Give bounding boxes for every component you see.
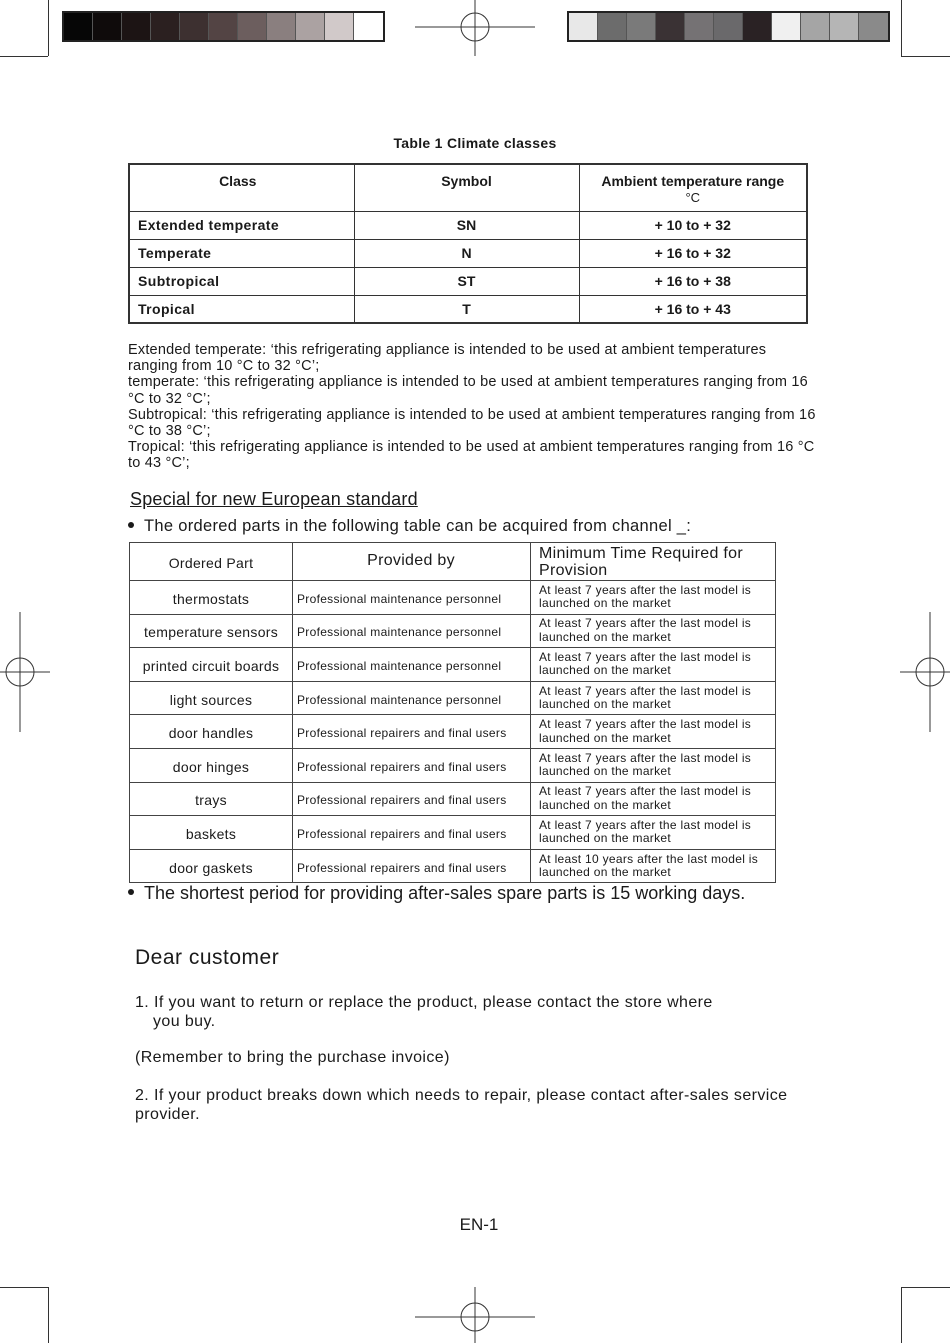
color-swatch — [64, 13, 93, 40]
column-header-unit: °C — [685, 190, 701, 205]
table-row — [129, 295, 807, 323]
crop-mark — [901, 56, 950, 57]
color-swatch — [296, 13, 325, 40]
color-swatch — [354, 13, 383, 40]
range-cell: + 16 to + 38 — [579, 267, 807, 295]
repair-instruction: 2. If your product breaks down which needs to repair, please contact after-sales service provider. — [135, 1087, 788, 1123]
bullet-text: The ordered parts in the following table can be acquired from channel _: — [144, 517, 692, 535]
time-cell: At least 7 years after the last model is launched on the market — [531, 816, 776, 850]
class-cell: Tropical — [129, 295, 354, 323]
color-swatch — [801, 13, 830, 40]
crop-mark — [0, 56, 48, 57]
color-calibration-bar-left — [62, 11, 385, 42]
symbol-cell: ST — [354, 267, 579, 295]
table-row — [130, 849, 776, 883]
symbol-cell: T — [354, 295, 579, 323]
table-row — [129, 267, 807, 295]
color-swatch — [325, 13, 354, 40]
time-cell: At least 7 years after the last model is launched on the market — [531, 581, 776, 615]
color-swatch — [830, 13, 859, 40]
table-row — [129, 211, 807, 239]
table-row — [130, 782, 776, 816]
time-cell: At least 7 years after the last model is launched on the market — [531, 782, 776, 816]
crop-mark — [48, 0, 49, 56]
time-cell: At least 7 years after the last model is launched on the market — [531, 681, 776, 715]
part-cell: door hinges — [130, 748, 293, 782]
range-cell: + 10 to + 32 — [579, 211, 807, 239]
return-instruction — [135, 993, 775, 1031]
class-cell: Extended temperate — [129, 211, 354, 239]
color-swatch — [859, 13, 888, 40]
invoice-reminder: (Remember to bring the purchase invoice) — [135, 1049, 450, 1066]
registration-mark-icon — [900, 612, 950, 732]
note-paragraph: Tropical: ‘this refrigerating appliance is intended to be used at ambient temperatures ranging from 16 °C to 43 °C’; — [128, 439, 815, 472]
time-cell: At least 7 years after the last model is launched on the market — [531, 648, 776, 682]
range-cell: + 16 to + 32 — [579, 239, 807, 267]
color-swatch — [569, 13, 598, 40]
crop-mark — [0, 1287, 48, 1288]
color-swatch — [743, 13, 772, 40]
symbol-cell: SN — [354, 211, 579, 239]
color-swatch — [598, 13, 627, 40]
crop-mark — [901, 1287, 950, 1288]
crop-mark — [901, 0, 902, 56]
color-swatch — [656, 13, 685, 40]
color-swatch — [685, 13, 714, 40]
column-header: Ordered Part — [130, 543, 293, 581]
provider-cell: Professional repairers and final users — [293, 715, 531, 749]
color-swatch — [772, 13, 801, 40]
symbol-cell: N — [354, 239, 579, 267]
instruction-line: 1. If you want to return or replace the product, please contact the store where — [135, 994, 713, 1011]
provider-cell: Professional maintenance personnel — [293, 681, 531, 715]
color-swatch — [267, 13, 296, 40]
color-swatch — [151, 13, 180, 40]
color-swatch — [627, 13, 656, 40]
class-cell: Temperate — [129, 239, 354, 267]
table-row — [130, 614, 776, 648]
part-cell: baskets — [130, 816, 293, 850]
note-paragraph: temperate: ‘this refrigerating appliance is intended to be used at ambient temperatures ranging from 16 °C to 32 °C’; — [128, 374, 808, 407]
provider-cell: Professional repairers and final users — [293, 816, 531, 850]
table-row — [130, 648, 776, 682]
provider-cell: Professional repairers and final users — [293, 849, 531, 883]
table-row — [130, 581, 776, 615]
color-swatch — [93, 13, 122, 40]
spare-parts-table — [129, 542, 776, 883]
bullet-item — [128, 883, 745, 904]
bullet-item — [128, 517, 691, 536]
crop-mark — [901, 1287, 902, 1343]
provider-cell: Professional repairers and final users — [293, 782, 531, 816]
column-header: Minimum Time Required for Provision — [531, 543, 776, 581]
page-number: EN-1 — [459, 1215, 499, 1234]
part-cell: printed circuit boards — [130, 648, 293, 682]
bullet-text: The shortest period for providing after-sales spare parts is 15 working days. — [144, 883, 746, 903]
table-row — [130, 748, 776, 782]
bullet-icon — [128, 889, 134, 895]
table-row — [130, 715, 776, 749]
color-calibration-bar-right — [567, 11, 890, 42]
section-heading: Special for new European standard — [130, 489, 418, 509]
climate-classes-table — [128, 163, 808, 324]
part-cell: door gaskets — [130, 849, 293, 883]
note-paragraph: Extended temperate: ‘this refrigerating appliance is intended to be used at ambient temperatures ranging from 10 °C to 32 °C’; — [128, 342, 767, 375]
color-swatch — [714, 13, 743, 40]
table-row — [130, 681, 776, 715]
column-header-label: Ambient temperature range — [601, 173, 785, 189]
table-row — [130, 816, 776, 850]
registration-mark-icon — [415, 1287, 535, 1343]
part-cell: temperature sensors — [130, 614, 293, 648]
time-cell: At least 10 years after the last model is launched on the market — [531, 849, 776, 883]
time-cell: At least 7 years after the last model is launched on the market — [531, 748, 776, 782]
part-cell: door handles — [130, 715, 293, 749]
climate-class-notes — [128, 342, 818, 472]
class-cell: Subtropical — [129, 267, 354, 295]
time-cell: At least 7 years after the last model is launched on the market — [531, 614, 776, 648]
table-row — [129, 239, 807, 267]
part-cell: light sources — [130, 681, 293, 715]
note-paragraph: Subtropical: ‘this refrigerating appliance is intended to be used at ambient temperatures ranging from 16 °C to 38 °C’; — [128, 406, 816, 440]
color-swatch — [122, 13, 151, 40]
table-header-row — [130, 543, 776, 581]
dear-customer-heading: Dear customer — [135, 946, 280, 969]
color-swatch — [238, 13, 267, 40]
provider-cell: Professional maintenance personnel — [293, 581, 531, 615]
color-swatch — [180, 13, 209, 40]
column-header — [579, 164, 807, 211]
part-cell: thermostats — [130, 581, 293, 615]
registration-mark-icon — [0, 612, 50, 732]
crop-mark — [48, 1287, 49, 1343]
registration-mark-icon — [415, 0, 535, 56]
table1-title: Table 1 Climate classes — [393, 135, 557, 151]
color-swatch — [209, 13, 238, 40]
bullet-icon — [128, 522, 134, 528]
time-cell: At least 7 years after the last model is launched on the market — [531, 715, 776, 749]
column-header: Provided by — [293, 543, 531, 581]
column-header: Symbol — [354, 164, 579, 211]
column-header: Class — [129, 164, 354, 211]
table-header-row — [129, 164, 807, 211]
provider-cell: Professional maintenance personnel — [293, 614, 531, 648]
provider-cell: Professional maintenance personnel — [293, 648, 531, 682]
instruction-line: you buy. — [153, 1013, 216, 1030]
part-cell: trays — [130, 782, 293, 816]
provider-cell: Professional repairers and final users — [293, 748, 531, 782]
range-cell: + 16 to + 43 — [579, 295, 807, 323]
